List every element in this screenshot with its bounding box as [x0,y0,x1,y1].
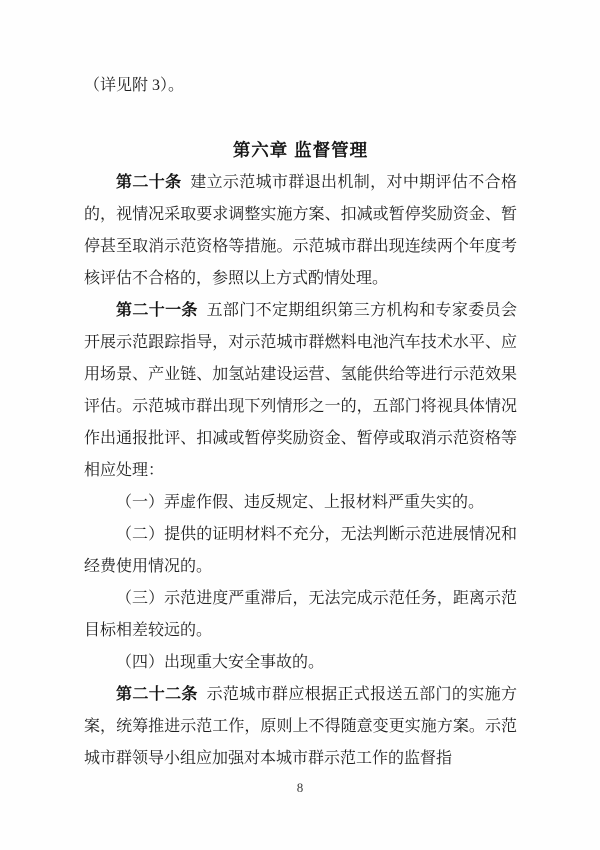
article-number: 第二十二条 [116,686,198,703]
article-number: 第二十一条 [116,302,198,319]
page-number: 8 [296,780,304,795]
paragraph-article-20 [84,167,517,295]
paragraph-text: （一）弄虚作假、违反规定、上报材料严重失实的。 [116,494,485,511]
paragraph-text: 五部门不定期组织第三方机构和专家委员会开展示范跟踪指导，对示范城市群燃料电池汽车技术水平、应用场景、产业链、加氢站建设运营、氢能供给等进行示范效果评估。示范城市群出现下列情形之一的，五部门将视具体情况作出通报批评、扣减或暂停奖励资金、暂停或取消示范资格等相应处理： [84,302,517,479]
paragraph-article-22 [84,679,517,775]
article-number: 第二十条 [116,174,182,191]
list-item-1 [84,487,517,519]
paragraph-article-21 [84,295,517,487]
paragraph-text: 示范城市群应根据正式报送五部门的实施方案，统筹推进示范工作，原则上不得随意变更实施方案。示范城市群领导小组应加强对本城市群示范工作的监督指 [84,686,517,767]
paragraph-text: 建立示范城市群退出机制，对中期评估不合格的，视情况采取要求调整实施方案、扣减或暂停奖励资金、暂停甚至取消示范资格等措施。示范城市群出现连续两个年度考核评估不合格的，参照以上方式酌情处理。 [84,174,517,287]
document-content [84,70,517,775]
list-item-2 [84,519,517,583]
list-item-4 [84,647,517,679]
list-item-3 [84,583,517,647]
chapter-heading: 第六章 监督管理 [232,140,369,160]
paragraph-text: （二）提供的证明材料不充分，无法判断示范进展情况和经费使用情况的。 [84,526,517,575]
paragraph-text: （四）出现重大安全事故的。 [116,654,325,671]
document-body [84,167,517,775]
paragraph-text: （三）示范进度严重滞后，无法完成示范任务，距离示范目标相差较远的。 [84,590,517,639]
continuation-line: （详见附 3）。 [84,77,185,94]
